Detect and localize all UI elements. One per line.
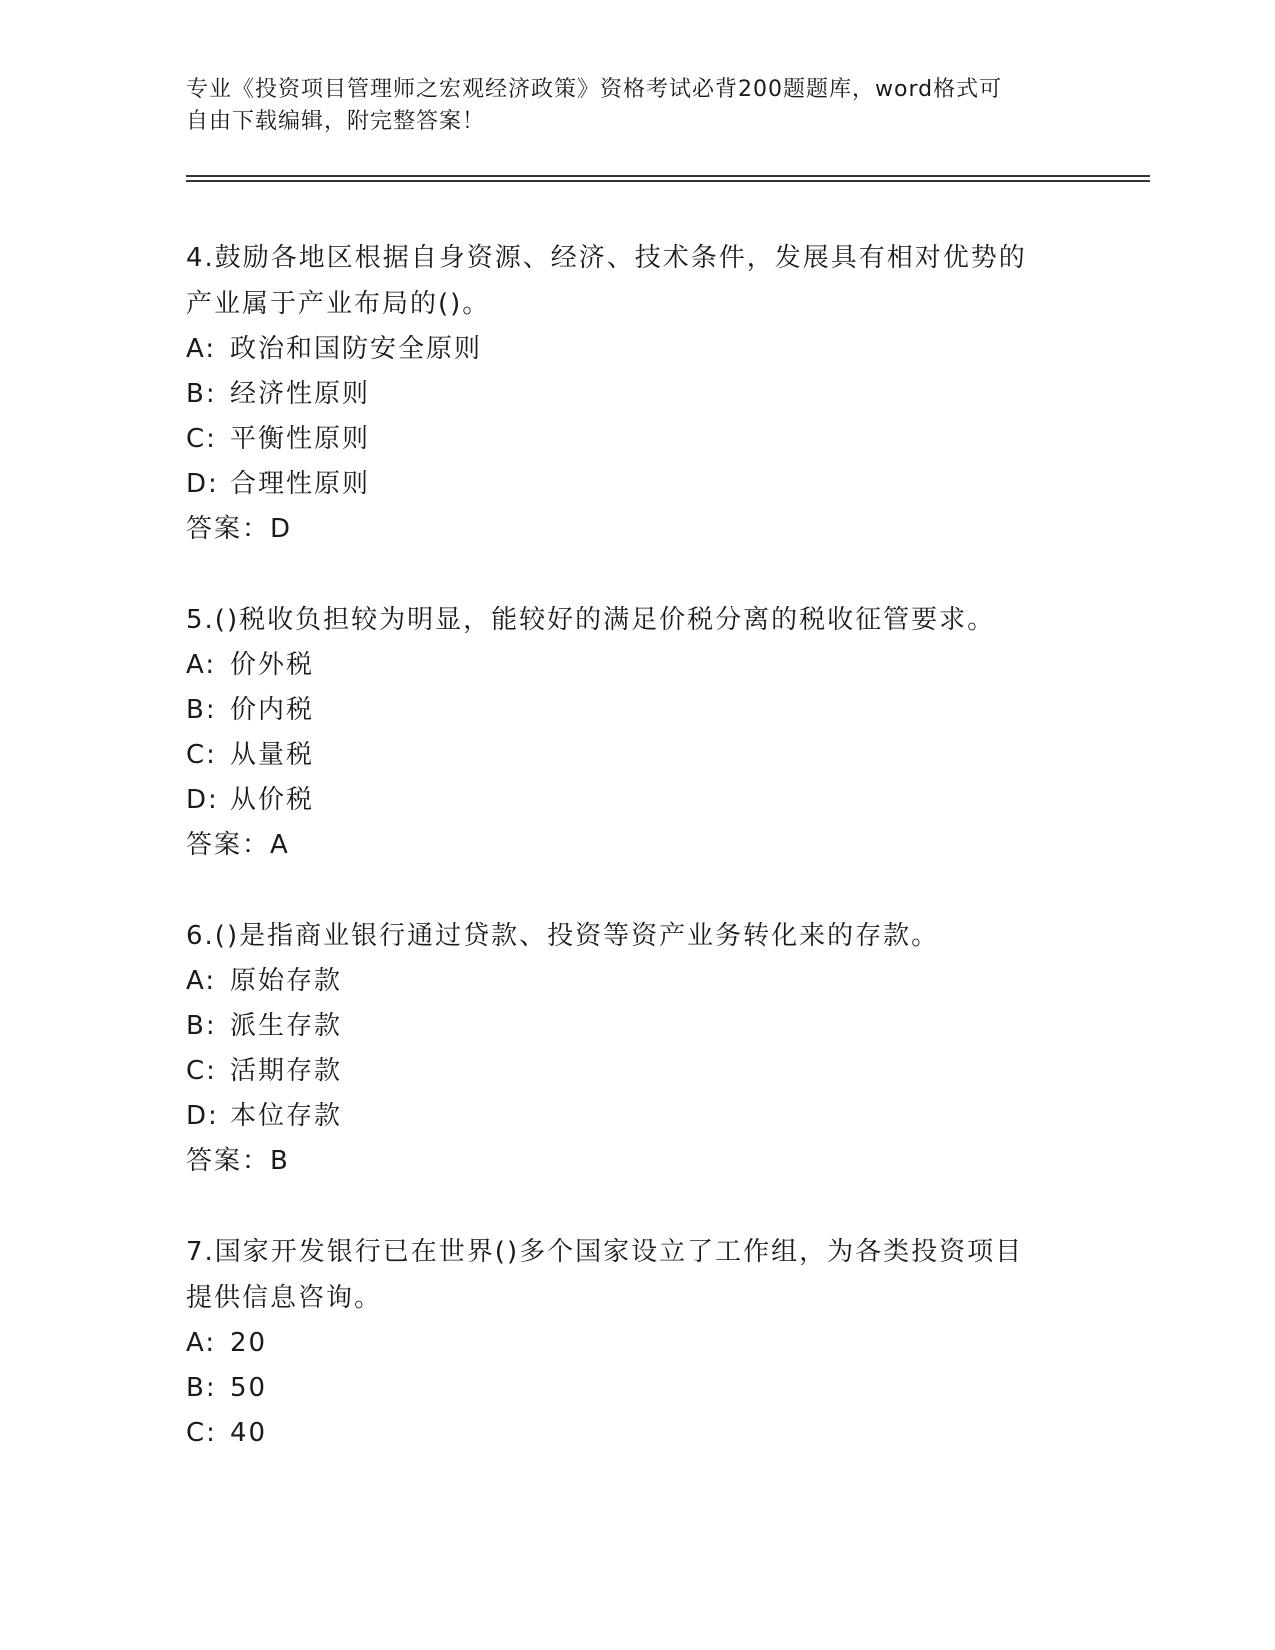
option-text: 派生存款 — [230, 1011, 343, 1041]
question-item — [186, 235, 1066, 552]
option-text: 合理性原则 — [230, 469, 371, 499]
option-key: A: — [186, 334, 217, 364]
question-text: 7.国家开发银行已在世界()多个国家设立了工作组，为各类投资项目 — [186, 1237, 1024, 1267]
option-a — [186, 1321, 1066, 1366]
question-item — [186, 1229, 1066, 1456]
option-c — [186, 733, 1066, 778]
answer-line: 答案：A — [186, 830, 290, 860]
option-d — [186, 462, 1066, 507]
question-list — [186, 235, 1066, 1501]
option-text: 40 — [230, 1418, 268, 1448]
option-key: C: — [186, 740, 217, 770]
question-text: 产业属于产业布局的()。 — [186, 289, 491, 319]
option-text: 平衡性原则 — [230, 424, 371, 454]
option-b — [186, 688, 1066, 733]
option-key: C: — [186, 424, 217, 454]
option-key: D: — [186, 1101, 219, 1131]
option-b — [186, 1366, 1066, 1411]
option-b — [186, 1004, 1066, 1049]
option-text: 政治和国防安全原则 — [230, 334, 483, 364]
option-d — [186, 1094, 1066, 1139]
option-key: B: — [186, 1373, 217, 1403]
question-text: 5.()税收负担较为明显，能较好的满足价税分离的税收征管要求。 — [186, 605, 996, 635]
option-key: D: — [186, 469, 219, 499]
option-text: 50 — [230, 1373, 268, 1403]
option-key: B: — [186, 379, 217, 409]
option-key: C: — [186, 1418, 217, 1448]
option-key: A: — [186, 1328, 217, 1358]
question-text: 4.鼓励各地区根据自身资源、经济、技术条件，发展具有相对优势的 — [186, 243, 1027, 273]
answer-line: 答案：D — [186, 514, 293, 544]
header-divider-top — [186, 175, 1150, 177]
option-key: C: — [186, 1056, 217, 1086]
option-key: A: — [186, 966, 217, 996]
document-header — [186, 74, 1066, 138]
option-c — [186, 1411, 1066, 1456]
option-text: 20 — [230, 1328, 268, 1358]
option-key: D: — [186, 785, 219, 815]
option-a — [186, 959, 1066, 1004]
header-line-1: 专业《投资项目管理师之宏观经济政策》资格考试必背200题题库，word格式可 — [186, 77, 1003, 102]
answer-line: 答案：B — [186, 1146, 290, 1176]
option-text: 本位存款 — [230, 1101, 343, 1131]
question-item — [186, 913, 1066, 1184]
option-c — [186, 1049, 1066, 1094]
option-c — [186, 417, 1066, 462]
option-text: 从量税 — [230, 740, 315, 770]
question-text: 提供信息咨询。 — [186, 1283, 383, 1313]
option-text: 活期存款 — [230, 1056, 343, 1086]
option-key: B: — [186, 695, 217, 725]
option-text: 从价税 — [230, 785, 315, 815]
option-text: 价内税 — [230, 695, 315, 725]
option-b — [186, 372, 1066, 417]
header-divider-bottom — [186, 180, 1150, 182]
option-a — [186, 327, 1066, 372]
question-text: 6.()是指商业银行通过贷款、投资等资产业务转化来的存款。 — [186, 921, 940, 951]
option-text: 价外税 — [230, 650, 315, 680]
option-text: 经济性原则 — [230, 379, 371, 409]
option-key: A: — [186, 650, 217, 680]
option-a — [186, 643, 1066, 688]
option-text: 原始存款 — [230, 966, 343, 996]
option-d — [186, 778, 1066, 823]
question-item — [186, 597, 1066, 868]
option-key: B: — [186, 1011, 217, 1041]
header-line-2: 自由下载编辑，附完整答案！ — [186, 109, 486, 134]
